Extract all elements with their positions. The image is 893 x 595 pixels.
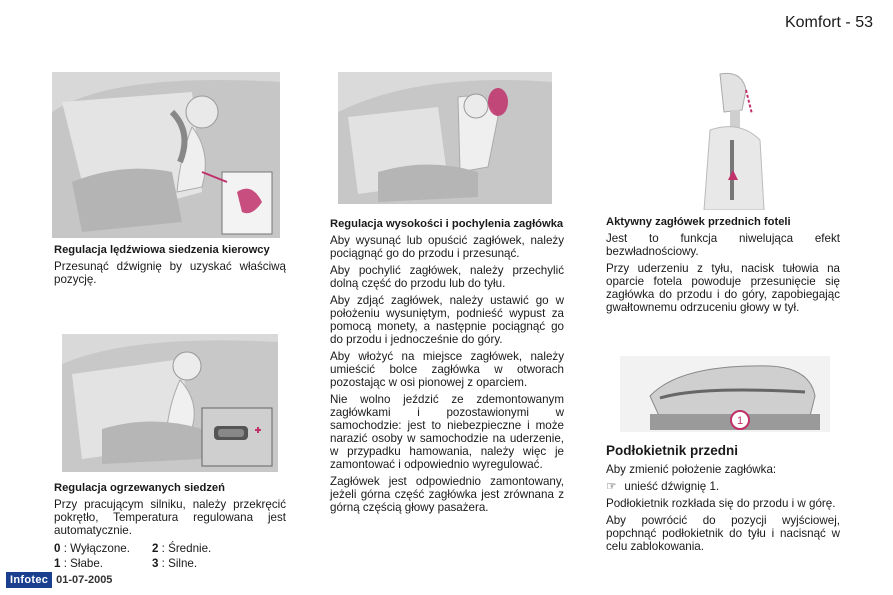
- headrest-para-3: Aby zdjąć zagłówek, należy ustawić go w położeniu wysuniętym, podnieść wypust za pomocą monety, a następnie pociągnąć go do przodu i jednocześnie do góry.: [330, 293, 564, 346]
- headrest-para-4: Aby włożyć na miejsce zagłówek, należy umieścić bolce zagłówka w otworach pozostając w osi pionowej z oparciem.: [330, 349, 564, 389]
- heated-heading: Regulacja ogrzewanych siedzeń: [54, 482, 225, 494]
- right-column-bottom: [606, 444, 840, 557]
- heat-level-2: 2 : Średnie.: [151, 541, 212, 555]
- headrest-para-1: Aby wysunąć lub opuścić zagłówek, należy pociągnąć go do przodu i przesunąć.: [330, 233, 564, 260]
- headrest-para-5: Nie wolno jeździć ze zdemontowanym zagłówkami i pozostawionymi w samochodzie: jest to niebezpieczne i może narazić osoby w samochodzie na uderzenie, w przypadku hamowania, należy więc je zamontować i odpowiednio wyregulować.: [330, 392, 564, 471]
- heat-levels: [54, 541, 286, 571]
- headrest-para-6: Zagłówek jest odpowiednio zamontowany, jeżeli górna część zagłówka jest zrównana z górną częścią głowy pasażera.: [330, 474, 564, 514]
- footer: [6, 572, 112, 588]
- middle-column: [330, 218, 564, 518]
- lumbar-heading: Regulacja lędźwiowa siedzenia kierowcy: [54, 244, 270, 256]
- infotec-logo: Infotec: [6, 572, 52, 588]
- armrest-heading: Podłokietnik przedni: [606, 443, 739, 458]
- right-column-top: [606, 216, 840, 318]
- armrest-step-text: unieść dźwignię 1.: [624, 480, 720, 493]
- heat-level-3: 3 : Silne.: [151, 556, 198, 570]
- active-headrest-para-1: Jest to funkcja niwelująca efekt bezwładnościowy.: [606, 231, 840, 258]
- lumbar-adjust-illustration: [52, 72, 280, 238]
- heat-levels-col-2: [152, 541, 211, 571]
- armrest-para-1: Podłokietnik rozkłada się do przodu i w górę.: [606, 497, 836, 510]
- lumbar-text: Przesunąć dźwignię by uzyskać właściwą pozycję.: [54, 259, 286, 286]
- active-headrest-illustration: [680, 70, 788, 210]
- left-column-top: [54, 244, 286, 290]
- armrest-illustration: [620, 356, 830, 432]
- armrest-intro: Aby zmienić położenie zagłówka:: [606, 463, 777, 476]
- armrest-para-2: Aby powrócić do pozycji wyjściowej, popchnąć podłokietnik do tyłu i nacisnąć w celu zablokowania.: [606, 514, 840, 553]
- heat-levels-col-1: [54, 541, 130, 571]
- headrest-para-2: Aby pochylić zagłówek, należy przechylić dolną część do przodu lub do tyłu.: [330, 263, 564, 290]
- heated-text: Przy pracującym silniku, należy przekręcić pokrętło, Temperatura regulowana jest automatycznie.: [54, 497, 286, 537]
- footer-date: 01-07-2005: [56, 574, 113, 586]
- heat-level-0: 0 : Wyłączone.: [54, 541, 130, 555]
- heated-seat-illustration: [62, 334, 278, 472]
- headrest-adjust-illustration: [338, 72, 552, 204]
- active-headrest-heading: Aktywny zagłówek przednich foteli: [606, 216, 791, 228]
- headrest-heading: Regulacja wysokości i pochylenia zagłówka: [330, 218, 564, 230]
- heat-level-1: 1 : Słabe.: [54, 556, 104, 570]
- page-title: Komfort - 53: [784, 14, 873, 31]
- active-headrest-para-2: Przy uderzeniu z tyłu, nacisk tułowia na oparcie fotela powoduje przesunięcie się zagłówka do przodu i do góry, zapobiegając gwałtownemu odrzuceniu głowy w tył.: [606, 261, 840, 314]
- pointing-hand-icon: ☞: [606, 480, 617, 493]
- left-column-bottom: [54, 482, 286, 571]
- armrest-callout-label: 1: [736, 415, 744, 427]
- armrest-step: [606, 480, 840, 493]
